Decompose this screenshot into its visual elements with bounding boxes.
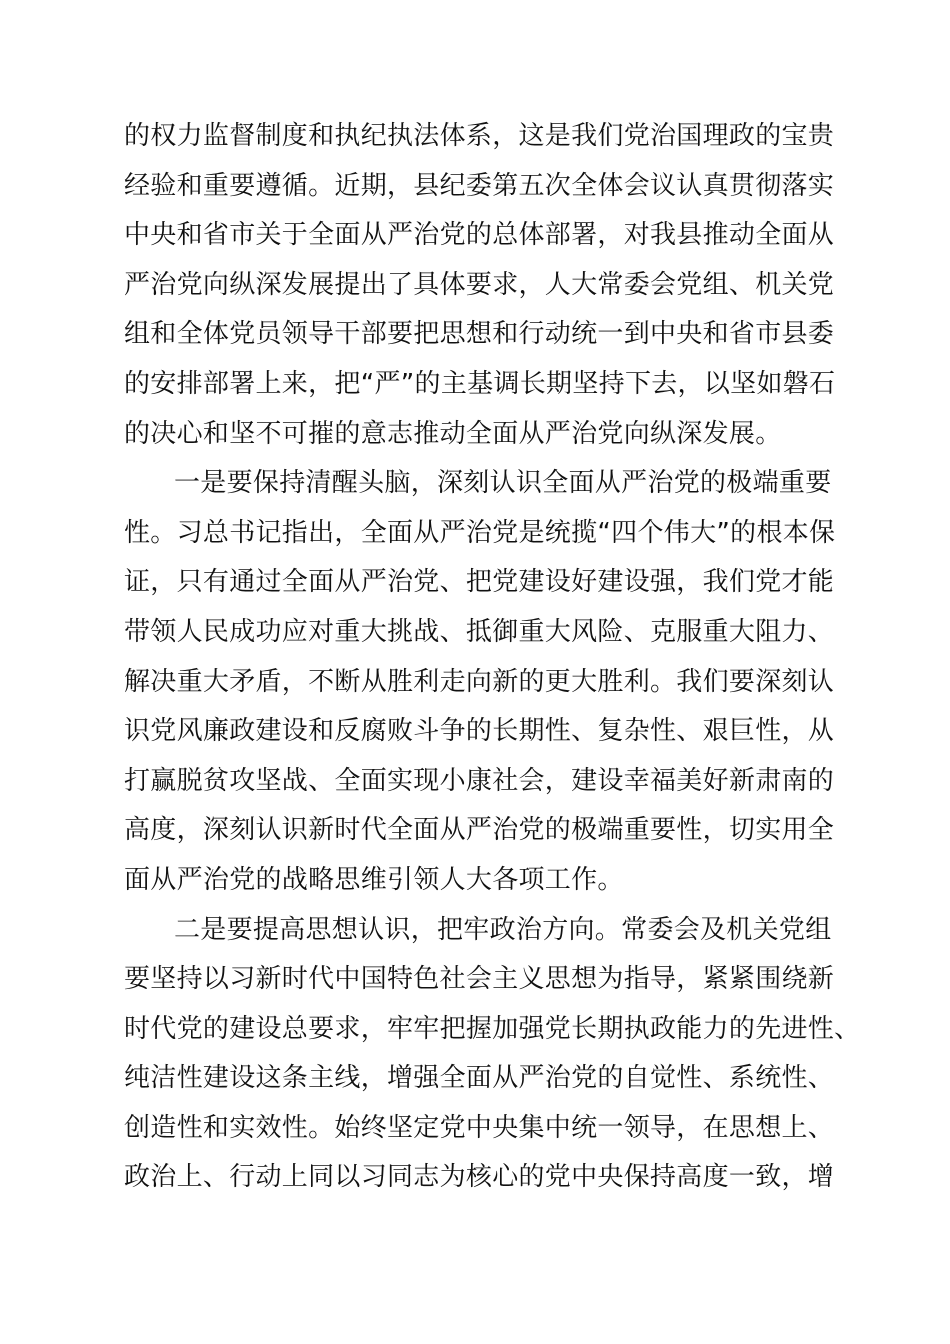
text-line-3: 中央和省市关于全面从严治党的总体部署，对我县推动全面从	[124, 220, 835, 251]
text-line-22: 政治上、行动上同以习同志为核心的党中央保持高度一致，增	[124, 1162, 835, 1193]
text-line-2: 经验和重要遵循。近期，县纪委第五次全体会议认真贯彻落实	[124, 170, 835, 201]
text-line-10: 证，只有通过全面从严治党、把党建设好建设强，我们党才能	[124, 567, 835, 598]
text-line-20: 纯洁性建设这条主线，增强全面从严治党的自觉性、系统性、	[124, 1063, 835, 1094]
text-line-6: 的安排部署上来，把“严”的主基调长期坚持下去，以坚如磐石	[124, 368, 836, 399]
text-line-1: 的权力监督制度和执纪执法体系，这是我们党治国理政的宝贵	[124, 121, 835, 151]
paragraph-two-start: 二是要提高思想认识，把牢政治方向。常委会及机关党组	[174, 914, 832, 945]
text-line-14: 打赢脱贫攻坚战、全面实现小康社会，建设幸福美好新肃南的	[124, 765, 835, 796]
text-line-12: 解决重大矛盾，不断从胜利走向新的更大胜利。我们要深刻认	[124, 666, 835, 697]
body-text	[124, 112, 861, 1203]
text-line-16: 面从严治党的战略思维引领人大各项工作。	[124, 864, 624, 895]
text-line-4: 严治党向纵深发展提出了具体要求，人大常委会党组、机关党	[124, 269, 835, 300]
text-line-7: 的决心和坚不可摧的意志推动全面从严治党向纵深发展。	[124, 418, 782, 449]
text-line-9: 性。习总书记指出，全面从严治党是统揽“四个伟大”的根本保	[124, 517, 836, 548]
paragraph-one-start: 一是要保持清醒头脑，深刻认识全面从严治党的极端重要	[174, 468, 832, 499]
text-line-18: 要坚持以习新时代中国特色社会主义思想为指导，紧紧围绕新	[124, 964, 835, 995]
text-line-19: 时代党的建设总要求，牢牢把握加强党长期执政能力的先进性、	[124, 1013, 861, 1044]
text-line-5: 组和全体党员领导干部要把思想和行动统一到中央和省市县委	[124, 319, 835, 350]
text-line-15: 高度，深刻认识新时代全面从严治党的极端重要性，切实用全	[124, 815, 835, 846]
text-line-11: 带领人民成功应对重大挑战、抵御重大风险、克服重大阻力、	[124, 616, 835, 647]
text-line-21: 创造性和实效性。始终坚定党中央集中统一领导，在思想上、	[124, 1112, 835, 1143]
text-line-13: 识党风廉政建设和反腐败斗争的长期性、复杂性、艰巨性，从	[124, 716, 835, 747]
